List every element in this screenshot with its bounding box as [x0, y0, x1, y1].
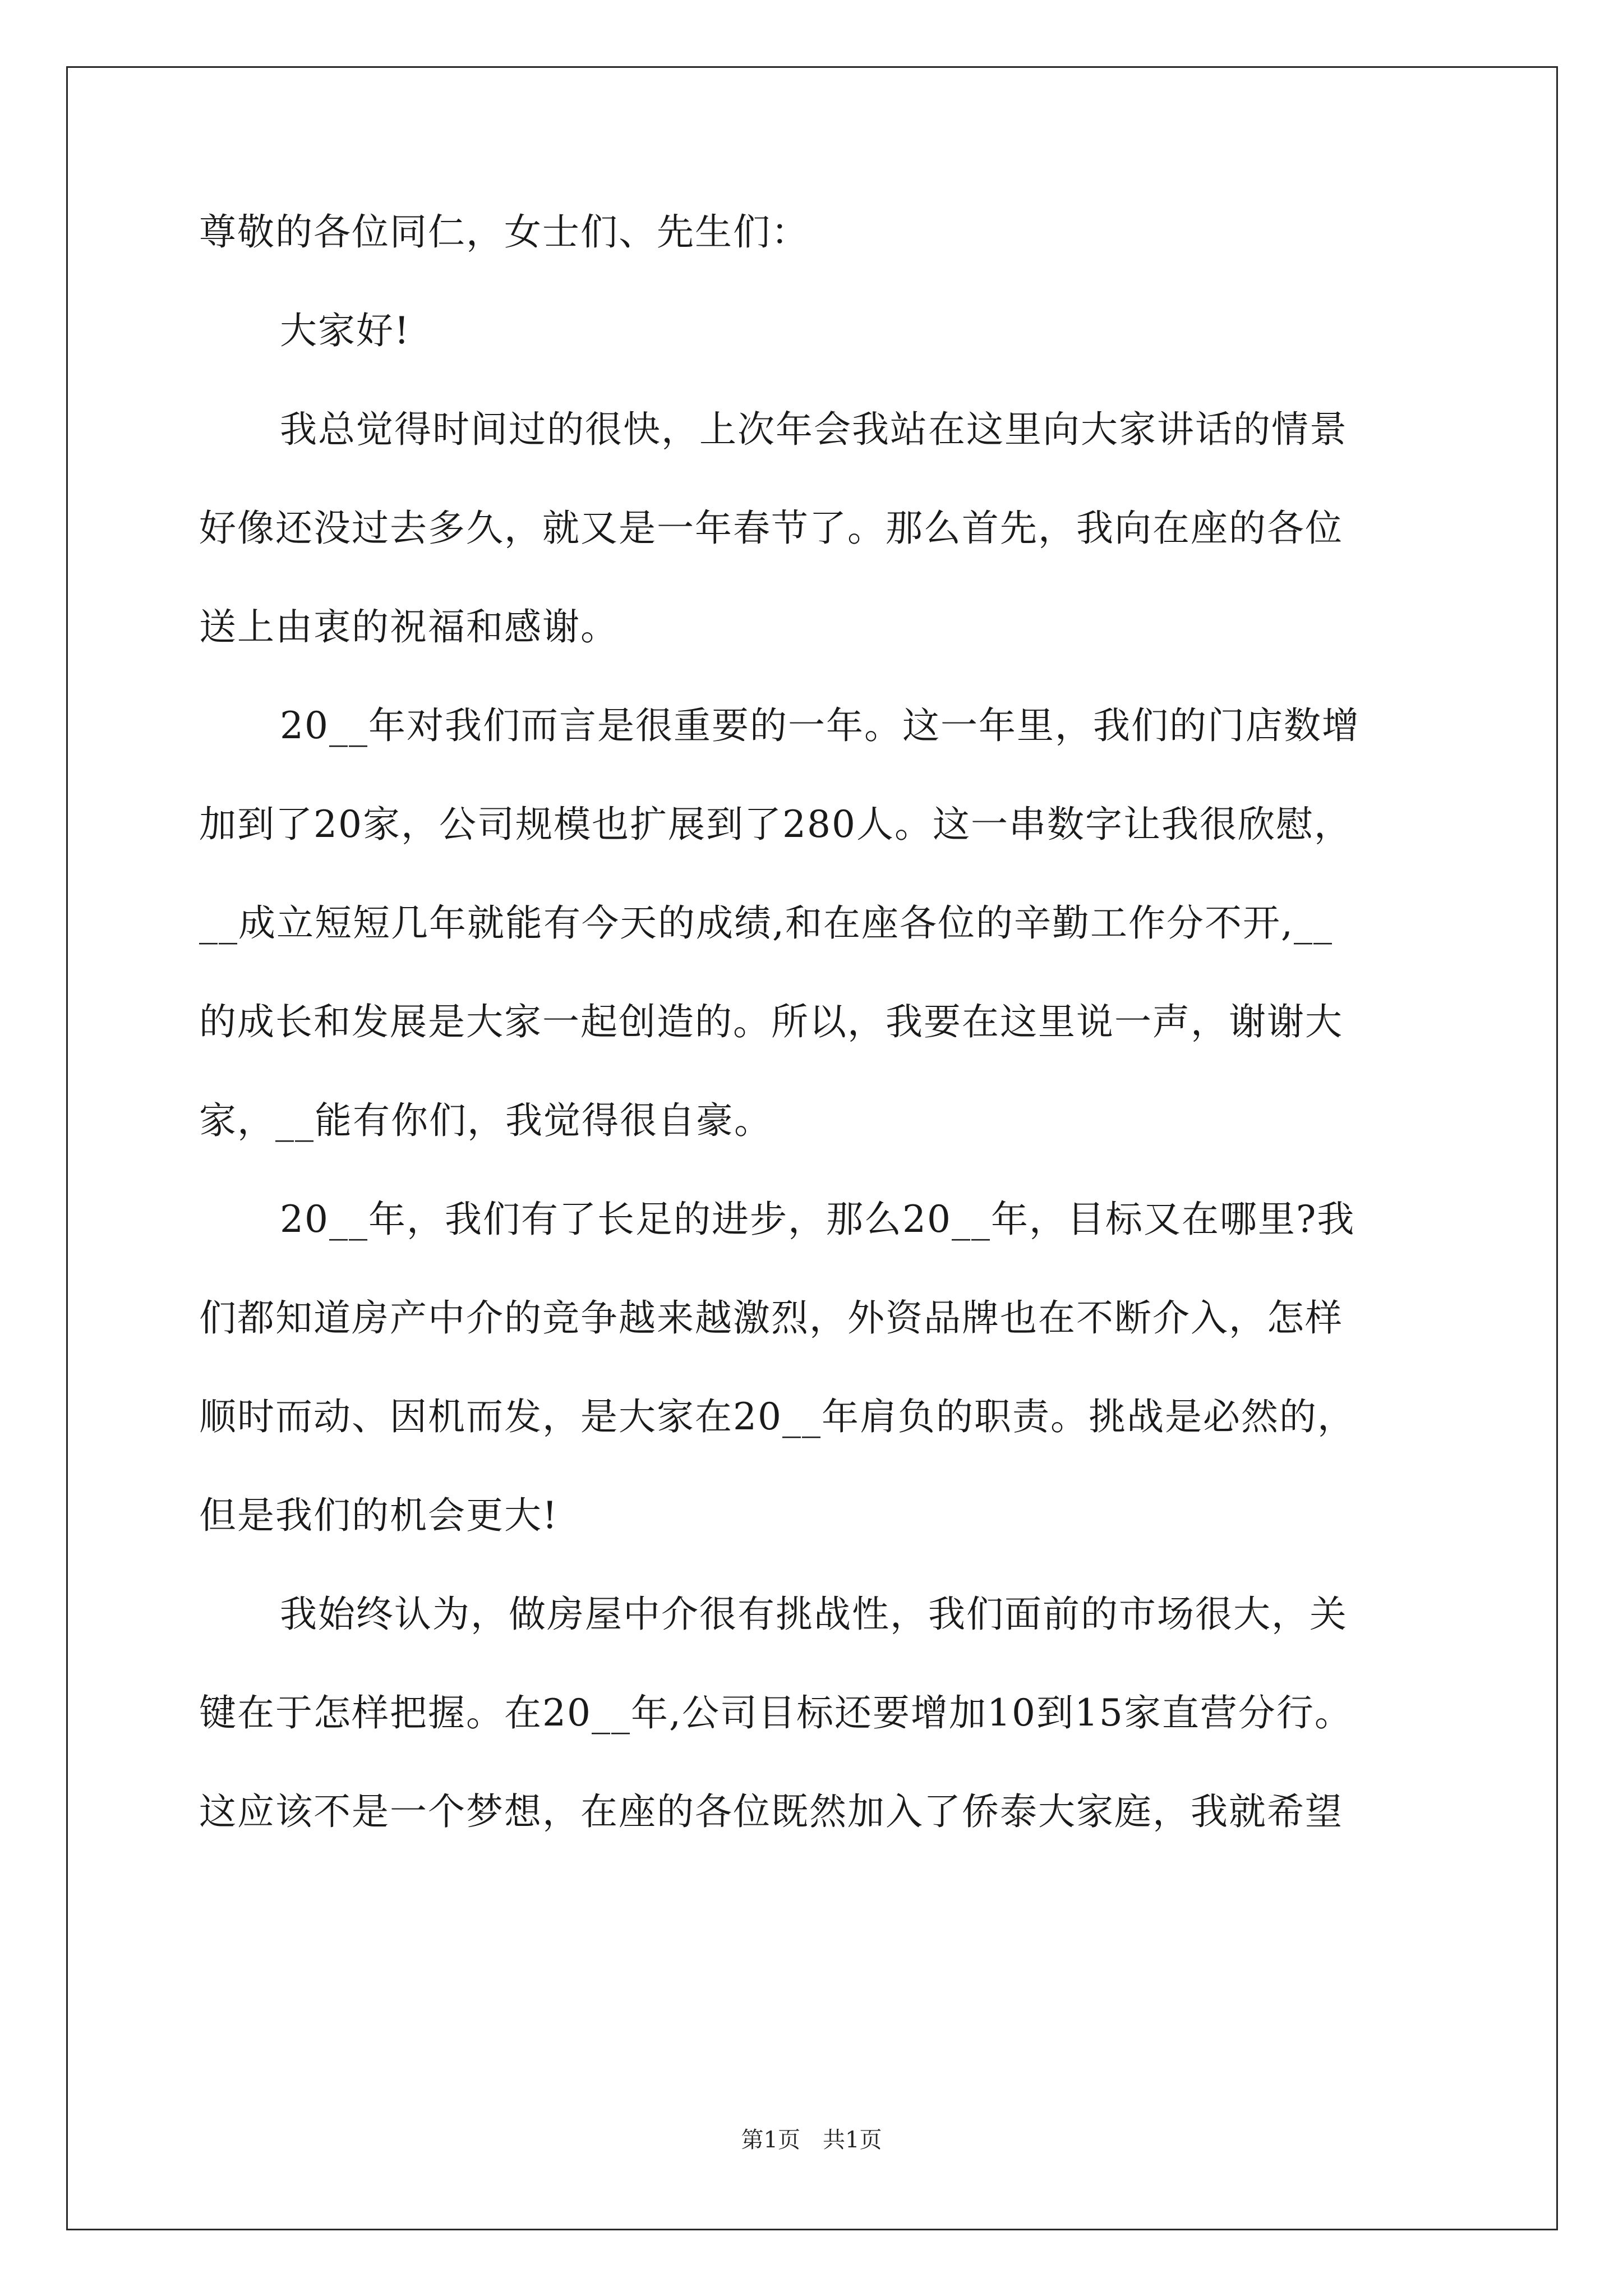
paragraph-2-line-1: 20__年对我们而言是很重要的一年。这一年里，我们的门店数增 [280, 704, 1360, 747]
paragraph-3-line-2: 们都知道房产中介的竞争越来越激烈，外资品牌也在不断介入，怎样 [199, 1296, 1343, 1340]
paragraph-1-line-2: 好像还没过去多久，就又是一年春节了。那么首先，我向在座的各位 [199, 507, 1343, 550]
paragraph-3-line-3: 顺时而动、因机而发，是大家在20__年肩负的职责。挑战是必然的， [199, 1395, 1355, 1438]
paragraph-3-line-4: 但是我们的机会更大! [199, 1494, 559, 1537]
paragraph-4-line-2: 键在于怎样把握。在20__年,公司目标还要增加10到15家直营分行。 [199, 1691, 1353, 1734]
greeting-line: 大家好! [280, 309, 411, 352]
page-border [66, 66, 1558, 2230]
paragraph-2-line-4: 的成长和发展是大家一起创造的。所以，我要在这里说一声，谢谢大 [199, 1000, 1343, 1043]
paragraph-4-line-1: 我始终认为，做房屋中介很有挑战性，我们面前的市场很大，关 [280, 1593, 1348, 1636]
paragraph-3-line-1: 20__年，我们有了长足的进步，那么20__年，目标又在哪里?我 [280, 1198, 1355, 1241]
paragraph-1-line-1: 我总觉得时间过的很快，上次年会我站在这里向大家讲话的情景 [280, 408, 1348, 451]
salutation-line: 尊敬的各位同仁，女士们、先生们： [199, 210, 809, 254]
paragraph-2-line-3: __成立短短几年就能有今天的成绩,和在座各位的辛勤工作分不开,__ [199, 901, 1333, 945]
paragraph-1-line-3: 送上由衷的祝福和感谢。 [199, 605, 619, 648]
paragraph-2-line-5: 家，__能有你们，我觉得很自豪。 [199, 1099, 772, 1142]
paragraph-2-line-2: 加到了20家，公司规模也扩展到了280人。这一串数字让我很欣慰， [199, 803, 1352, 846]
paragraph-4-line-3: 这应该不是一个梦想，在座的各位既然加入了侨泰大家庭，我就希望 [199, 1790, 1343, 1833]
page-number-footer: 第1页 共1页 [741, 2127, 882, 2153]
